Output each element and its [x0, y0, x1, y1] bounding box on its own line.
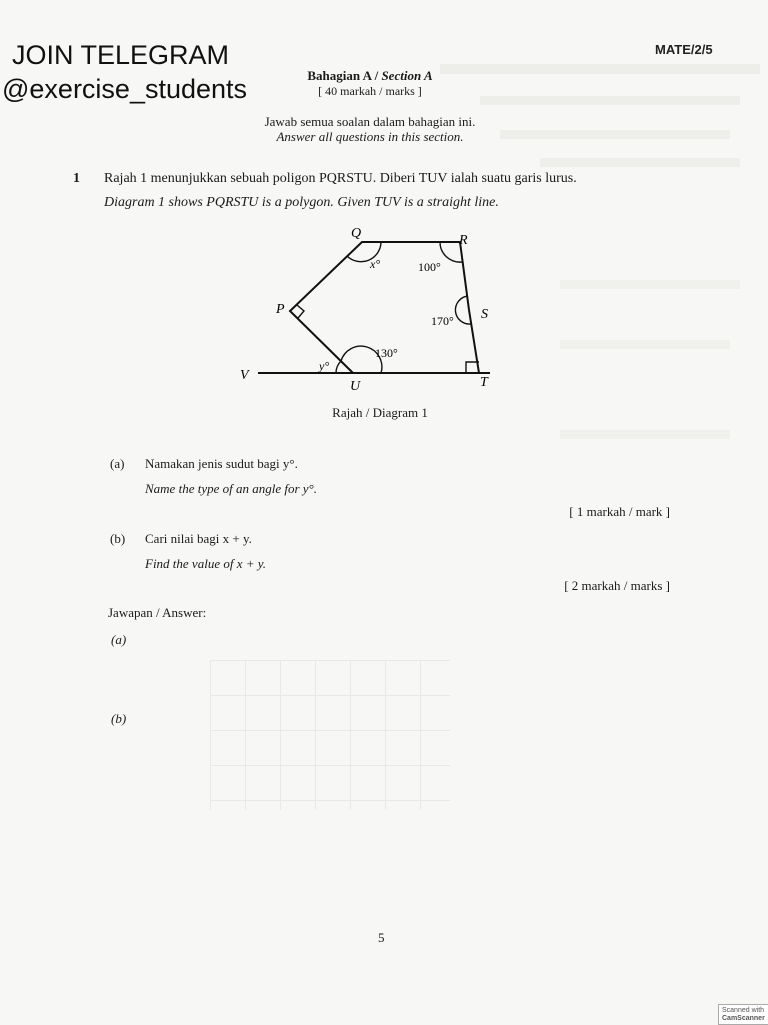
section-separator: / — [371, 68, 382, 83]
instruction-malay: Jawab semua soalan dalam bahagian ini. — [264, 114, 476, 129]
part-a-text-malay: Namakan jenis sudut bagi y°. — [145, 456, 298, 471]
angle-label-u: 130° — [375, 346, 398, 360]
angle-arc-y — [336, 361, 341, 373]
angle-label-r: 100° — [418, 260, 441, 274]
vertex-r: R — [459, 233, 468, 248]
answer-b-label: (b) — [111, 711, 127, 726]
section-title — [250, 68, 490, 84]
question-number: 1 — [73, 171, 80, 186]
vertex-p: P — [276, 302, 285, 317]
section-marks: [ 40 markah / marks ] — [318, 84, 422, 98]
vertex-s: S — [481, 307, 488, 322]
watermark-line-1: JOIN TELEGRAM — [12, 40, 230, 70]
vertex-q: Q — [351, 226, 362, 241]
instruction-english: Answer all questions in this section. — [276, 129, 464, 144]
part-a-marks: [ 1 markah / mark ] — [569, 504, 670, 519]
section-malay: Bahagian A — [307, 68, 372, 83]
bleed-line — [480, 96, 740, 105]
vertex-u: U — [350, 379, 361, 394]
section-english: Section A — [381, 68, 433, 83]
angle-label-y: y° — [319, 359, 330, 373]
answer-a-label: (a) — [111, 632, 127, 647]
part-a-label: (a) — [110, 456, 125, 471]
bleed-line — [560, 340, 730, 349]
scanner-badge — [718, 1004, 768, 1025]
angle-label-x: x° — [370, 257, 381, 271]
bleed-line — [560, 280, 740, 289]
bleed-line — [540, 158, 740, 167]
question-text-english: Diagram 1 shows PQRSTU is a polygon. Given TUV is a straight line. — [104, 195, 499, 210]
bleed-line — [560, 430, 730, 439]
bleed-grid — [210, 660, 450, 810]
page-number: 5 — [378, 930, 385, 945]
part-a-text-english: Name the type of an angle for y°. — [145, 481, 317, 496]
part-b-label: (b) — [110, 531, 126, 546]
answer-heading: Jawapan / Answer: — [108, 605, 207, 620]
polygon-diagram — [230, 220, 530, 400]
right-angle-p — [297, 305, 304, 318]
part-b-text-malay: Cari nilai bagi x + y. — [145, 531, 252, 546]
vertex-v: V — [240, 368, 249, 383]
scanner-line-1: Scanned with — [722, 1007, 765, 1014]
diagram-caption: Rajah / Diagram 1 — [332, 405, 428, 420]
scanner-line-2: CamScanner — [722, 1014, 765, 1022]
vertex-t: T — [480, 375, 488, 390]
watermark-line-2: @exercise_students — [2, 74, 248, 104]
part-b-marks: [ 2 markah / marks ] — [564, 578, 670, 593]
angle-label-s: 170° — [431, 314, 454, 328]
paper-code: MATE/2/5 — [655, 42, 713, 57]
question-text-malay: Rajah 1 menunjukkan sebuah poligon PQRSTU. Diberi TUV ialah suatu garis lurus. — [104, 171, 577, 186]
part-b-text-english: Find the value of x + y. — [145, 556, 267, 571]
